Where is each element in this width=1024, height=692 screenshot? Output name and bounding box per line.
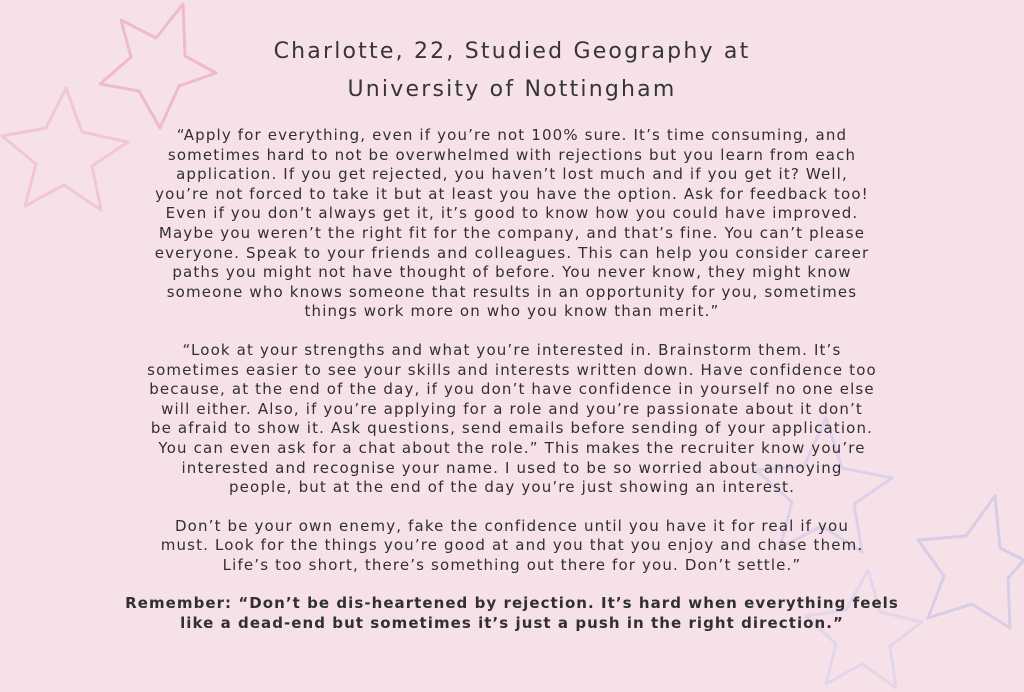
quote-paragraph (40, 517, 984, 576)
paragraph-line: must. Look for the things you’re good at and you that you enjoy and chase them. (160, 536, 864, 555)
paragraph-line: everyone. Speak to your friends and colleagues. This can help you consider career (154, 243, 870, 262)
paragraph-line: paths you might not have thought of before. You never know, they might know (172, 263, 852, 282)
closing-line: Remember: “Don’t be dis-heartened by rejection. It’s hard when everything feels (125, 594, 899, 613)
closing-remark (40, 594, 984, 633)
paragraph-line: Life’s too short, there’s something out there for you. Don’t settle.” (222, 555, 802, 574)
paragraph-line: “Look at your strengths and what you’re interested in. Brainstorm them. It’s (182, 340, 842, 359)
paragraph-line: things work more on who you know than merit.” (304, 302, 720, 321)
quote-paragraph (40, 341, 984, 498)
paragraph-line: sometimes hard to not be overwhelmed with rejections but you learn from each (167, 145, 857, 164)
paragraph-line: you’re not forced to take it but at least you have the option. Ask for feedback too! (155, 184, 869, 203)
paragraph-line: Don’t be your own enemy, fake the confidence until you have it for real if you (174, 516, 850, 535)
paragraph-line: application. If you get rejected, you haven’t lost much and if you get it? Well, (176, 165, 848, 184)
paragraph-line: someone who knows someone that results in an opportunity for you, sometimes (166, 282, 858, 301)
paragraph-line: because, at the end of the day, if you don’t have confidence in yourself no one else (149, 380, 875, 399)
paragraph-line: “Apply for everything, even if you’re not 100% sure. It’s time consuming, and (176, 126, 848, 144)
paragraph-line: will either. Also, if you’re applying for a role and you’re passionate about it don’t (161, 399, 863, 418)
paragraph-line: sometimes easier to see your skills and interests written down. Have confidence too (147, 360, 877, 379)
paragraph-line: interested and recognise your name. I used to be so worried about annoying (181, 458, 843, 477)
paragraph-line: people, but at the end of the day you’re just showing an interest. (229, 478, 795, 497)
paragraph-line: Even if you don’t always get it, it’s good to know how you could have improved. (165, 204, 859, 223)
title-line: University of Nottingham (347, 77, 677, 102)
quote-paragraph (40, 126, 984, 322)
paragraph-line: Maybe you weren’t the right fit for the company, and that’s fine. You can’t please (158, 223, 866, 242)
closing-line: like a dead-end but sometimes it’s just a push in the right direction.” (180, 614, 844, 633)
title-line: Charlotte, 22, Studied Geography at (273, 39, 751, 64)
testimonial-title (40, 33, 984, 109)
paragraph-line: be afraid to show it. Ask questions, send emails before sending of your application. (150, 419, 874, 438)
paragraph-line: You can even ask for a chat about the role.” This makes the recruiter know you’re (158, 438, 866, 457)
testimonial-card (40, 33, 984, 653)
